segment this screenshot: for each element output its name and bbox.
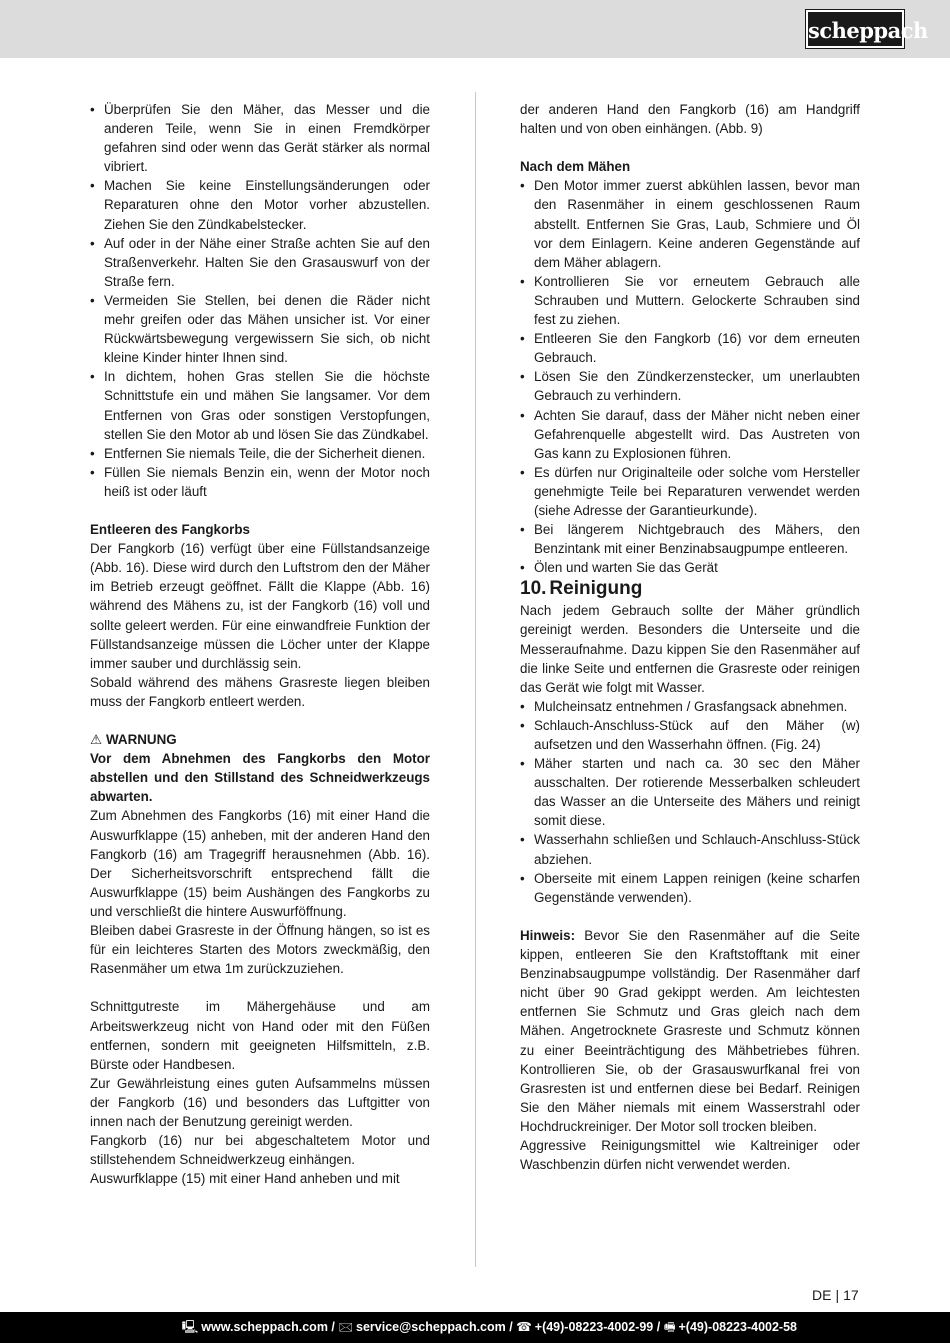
page-language: DE	[812, 1287, 832, 1303]
footer-website-link[interactable]: www.scheppach.com	[201, 1320, 328, 1334]
warning-heading	[90, 730, 430, 749]
list-item: • Vermeiden Sie Stellen, bei denen die Räder nicht mehr greifen oder das Mähen unsicher ist. Vor einer Rückwärtsbewegung vergewissern Sie sich, ob nicht kleine Kinder hinter Ihnen sind.	[90, 291, 430, 367]
contact-footer	[0, 1312, 950, 1343]
list-item: • Füllen Sie niemals Benzin ein, wenn der Motor noch heiß ist oder läuft	[90, 463, 430, 501]
column-divider	[475, 92, 476, 1267]
paragraph: Schnittgutreste im Mähergehäuse und am Arbeitswerkzeug nicht von Hand oder mit den Füßen entfernen, sondern mit geeigneten Hilfsmitteln, z.B. Bürste oder Handbesen.	[90, 999, 430, 1072]
note-paragraph	[520, 926, 860, 1136]
list-item: • Oberseite mit einem Lappen reinigen (keine scharfen Gegenstände verwenden).	[520, 869, 860, 907]
paragraph: Auswurfklappe (15) mit einer Hand anheben und mit	[90, 1171, 400, 1187]
mail-icon: 🖂	[338, 1320, 353, 1334]
list-item: • Machen Sie keine Einstellungsänderungen oder Reparaturen ohne den Motor vorher abzustellen. Ziehen Sie den Zündkabelstecker.	[90, 176, 430, 233]
paragraph: der anderen Hand den Fangkorb (16) am Handgriff halten und von oben einhängen. (Abb. 9)	[520, 102, 860, 137]
warning-text: Vor dem Abnehmen des Fangkorbs den Motor abstellen und den Stillstand des Schneidwerkzeugs abwarten.	[90, 751, 430, 805]
note-label: Hinweis:	[520, 927, 576, 943]
left-column	[90, 100, 430, 1188]
phone-icon: ☎	[516, 1320, 532, 1334]
paragraph: Zum Abnehmen des Fangkorbs (16) mit einer Hand die Auswurfklappe (15) anheben, mit der anderen Hand den Fangkorb (16) am Tragegriff herausnehmen (Abb. 16). Der Sicherheitsvorschrift entsprechend fällt die Auswurfklappe (15) beim Aushängen des Fangkorbs zu und verschließt die hintere Auswurföffnung.	[90, 808, 430, 919]
footer-phone: +(49)-08223-4002-99	[534, 1320, 654, 1334]
paragraph: Aggressive Reinigungsmittel wie Kaltreiniger oder Waschbenzin dürfen nicht verwendet werden.	[520, 1137, 860, 1173]
list-item: • Überprüfen Sie den Mäher, das Messer und die anderen Teile, wenn Sie in einen Fremdkörper gefahren sind oder wenn das Gerät stärker als normal vibriert.	[90, 100, 430, 176]
list-item: • In dichtem, hohen Gras stellen Sie die höchste Schnittstufe ein und mähen Sie langsamer. Vor dem Entfernen von Gras oder sonstigen Verstopfungen, stellen Sie den Motor ab und lösen Sie das Zündkabel.	[90, 367, 430, 443]
list-item: • Es dürfen nur Originalteile oder solche vom Hersteller genehmigte Teile bei Reparaturen verwendet werden (siehe Adresse der Garantieurkunde).	[520, 463, 860, 520]
section-heading-cleaning	[520, 577, 860, 601]
paragraph: Der Fangkorb (16) verfügt über eine Füllstandsanzeige (Abb. 16). Diese wird durch den Luftstrom den der Mäher im Betrieb erzeugt geöffnet. Fällt die Klappe (Abb. 16) während des Mähens zu, ist der Fangkorb (16) voll und sollte geleert werden. Für eine einwandfreie Funktion der Füllstandsanzeige müssen die Löcher unter der Klappe immer sauber und durchlässig sein.	[90, 541, 430, 671]
paragraph: Fangkorb (16) nur bei abgeschaltetem Motor und stillstehendem Schneidwerkzeug einhängen.	[90, 1133, 430, 1168]
paragraph: Sobald während des mähens Grasreste liegen bleiben muss der Fangkorb entleert werden.	[90, 674, 430, 709]
list-item: • Schlauch-Anschluss-Stück auf den Mäher (w) aufsetzen und den Wasserhahn öffnen. (Fig. 24)	[520, 716, 860, 754]
heading-empty-catcher: Entleeren des Fangkorbs	[90, 522, 250, 538]
page-separator: |	[835, 1287, 840, 1303]
list-item: • Den Motor immer zuerst abkühlen lassen, bevor man den Rasenmäher in einem geschlossenen Raum abstellt. Entfernen Sie Gras, Laub, Schmiere und Öl vor dem Einlagern. Keine anderen Gegenstände auf dem Mäher ablagern.	[520, 176, 860, 271]
footer-separator: /	[653, 1320, 664, 1334]
footer-separator: /	[327, 1320, 339, 1334]
list-item: • Mulcheinsatz entnehmen / Grasfangsack abnehmen.	[520, 697, 860, 716]
cleaning-bullet-list	[520, 697, 860, 907]
paragraph: Bleiben dabei Grasreste in der Öffnung hängen, so ist es für ein leichteres Starten des Motors zweckmäßig, den Rasenmäher um etwa 1m zurückzuziehen.	[90, 923, 430, 977]
list-item: • Wasserhahn schließen und Schlauch-Anschluss-Stück abziehen.	[520, 830, 860, 868]
right-column	[520, 100, 860, 1174]
after-mowing-bullet-list	[520, 176, 860, 577]
footer-separator: /	[505, 1320, 517, 1334]
footer-fax: +(49)-08223-4002-58	[678, 1320, 797, 1334]
page-number-value: 17	[843, 1287, 859, 1303]
fax-icon: 🖷	[663, 1320, 676, 1334]
list-item: • Bei längerem Nichtgebrauch des Mähers, den Benzintank mit einer Benzinabsaugpumpe entleeren.	[520, 520, 860, 558]
warning-title: WARNUNG	[106, 732, 177, 748]
note-text: Bevor Sie den Rasenmäher auf die Seite kippen, entleeren Sie den Kraftstofftank mit einer Benzinabsaugpumpe vollständig. Der Rasenmäher darf nicht über 90 Grad gekippt werden. Am leichtesten entfernen Sie Schmutz und Gras gleich nach dem Mähen. Angetrocknete Grasreste und Schmutz können zu einer Beeinträchtigung des Mähbetriebes führen. Kontrollieren Sie, ob der Grasauswurfkanal frei von Grasresten ist und entfernen diese bei Bedarf. Reinigen Sie den Mäher niemals mit einem Wasserstrahl oder Hochdruckreiniger. Der Motor soll trocken bleiben.	[520, 927, 860, 1134]
list-item: • Ölen und warten Sie das Gerät	[520, 558, 860, 577]
list-item: • Mäher starten und nach ca. 30 sec den Mäher ausschalten. Der rotierende Messerbalken schleudert das Wasser an die Unterseite des Mähers und reinigt somit diese.	[520, 754, 860, 830]
list-item: • Lösen Sie den Zündkerzenstecker, um unerlaubten Gebrauch zu verhindern.	[520, 367, 860, 405]
safety-bullet-list	[90, 100, 430, 501]
paragraph: Zur Gewährleistung eines guten Aufsammelns müssen der Fangkorb (16) und besonders das Luftgitter von innen nach der Benutzung gereinigt werden.	[90, 1075, 430, 1129]
list-item: • Auf oder in der Nähe einer Straße achten Sie auf den Straßenverkehr. Halten Sie den Grasauswurf von der Straße fern.	[90, 234, 430, 291]
list-item: • Entleeren Sie den Fangkorb (16) vor dem erneuten Gebrauch.	[520, 329, 860, 367]
footer-email-link[interactable]: service@scheppach.com	[356, 1320, 506, 1334]
section-number: 10.	[520, 578, 547, 600]
list-item: • Achten Sie darauf, dass der Mäher nicht neben einer Gefahrenquelle abgestellt wird. Das Austreten von Gas kann zu Explosionen führen.	[520, 406, 860, 463]
page-number	[812, 1287, 859, 1303]
list-item: • Entfernen Sie niemals Teile, die der Sicherheit dienen.	[90, 444, 430, 463]
warning-triangle-icon: ⚠	[90, 732, 103, 748]
paragraph: Nach jedem Gebrauch sollte der Mäher gründlich gereinigt werden. Besonders die Unterseite und die Messeraufnahme. Dazu kippen Sie den Rasenmäher auf die linke Seite und entfernen die Grasreste oder reinigen das Gerät wie folgt mit Wasser.	[520, 603, 860, 695]
heading-after-mowing: Nach dem Mähen	[520, 159, 631, 175]
brand-logo: scheppach	[806, 10, 904, 48]
header-bar	[0, 0, 950, 58]
section-title: Reinigung	[549, 578, 643, 600]
computer-icon: 🖳	[181, 1320, 199, 1334]
list-item: • Kontrollieren Sie vor erneutem Gebrauch alle Schrauben und Muttern. Gelockerte Schrauben sind fest zu ziehen.	[520, 272, 860, 329]
